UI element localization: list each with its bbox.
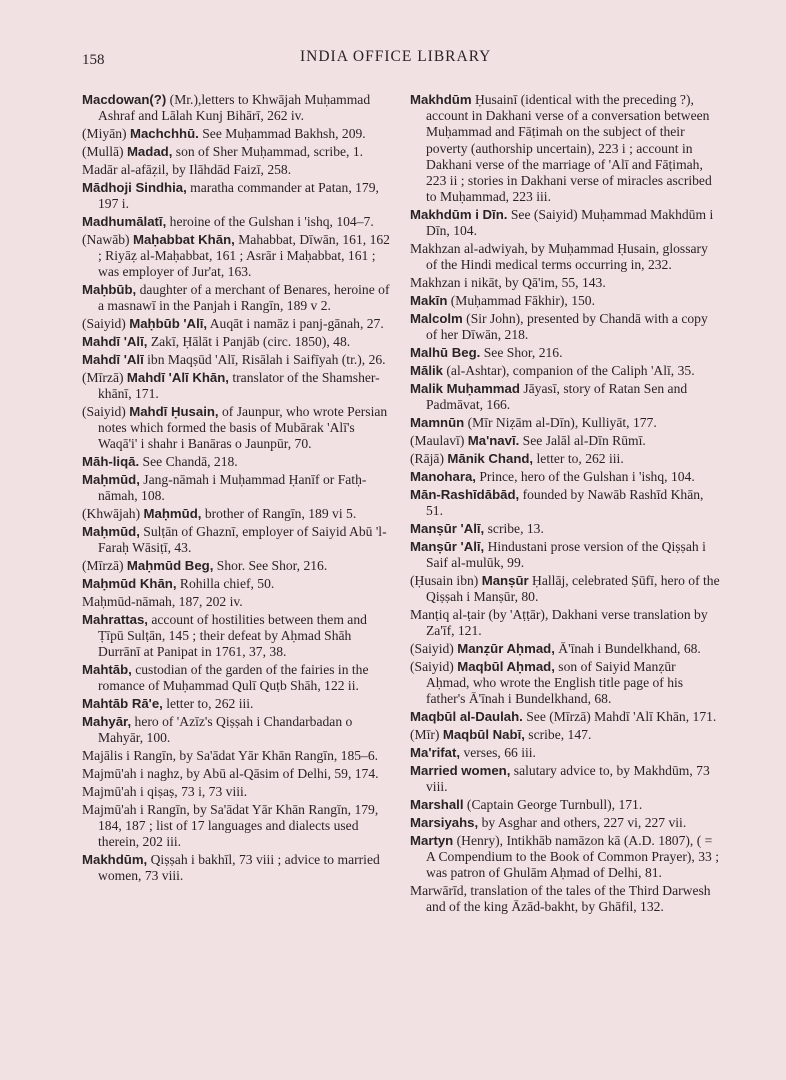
entry-text: Majmū'ah i Rangīn, by Sa'ādat Yār Khān Rangīn, 179, 184, 187 ; list of 17 languages and dialects used therein, 202 iii. <box>82 801 379 850</box>
entry-prefix: (Mīrzā) <box>82 369 127 385</box>
entry-headword: Macdowan(?) <box>82 92 167 107</box>
index-entry <box>410 607 720 639</box>
entry-prefix: (Maulavī) <box>410 432 468 448</box>
entry-headword: Maqbūl Nabī, <box>442 726 525 742</box>
entry-text: Jāyasī, story of Ratan Sen and Padmāvat, 166. <box>426 380 688 413</box>
entry-text: Auqāt i namāz i panj-gānah, 27. <box>207 316 384 332</box>
entry-prefix: (Ḥusain ibn) <box>410 572 482 588</box>
entry-text: founded by Nawāb Rashīd Khān, 51. <box>426 486 704 518</box>
entry-headword: Maḥmūd, <box>143 506 202 522</box>
index-entry <box>82 316 394 332</box>
entry-prefix: (Saiyid) <box>82 403 130 419</box>
entry-headword: Mādhoji Sindhia, <box>82 179 187 195</box>
entry-text: Manṭiq al-ṭair (by 'Aṭṭār), Dakhani verse translation by Za'īf, 121. <box>410 606 708 638</box>
entry-headword: Mahtāb Rā'e, <box>82 696 163 712</box>
right-column <box>410 92 720 917</box>
entry-text: salutary advice to, by Makhdūm, 73 viii. <box>426 762 710 794</box>
index-entry <box>82 524 394 556</box>
entry-text: Majmū'ah i qiṣaṣ, 73 i, 73 viii. <box>82 784 248 799</box>
entry-text: See Chandā, 218. <box>139 454 238 470</box>
index-entry <box>410 345 720 361</box>
entry-text: Sulṭān of Ghaznī, employer of Saiyid Abū 'l-Faraḥ Wāsiṭī, 43. <box>98 524 387 556</box>
index-entry <box>82 802 394 851</box>
index-entry <box>410 241 720 273</box>
index-entry <box>82 852 394 884</box>
index-entry <box>82 126 394 142</box>
entry-headword: Maqbūl Aḥmad, <box>457 658 555 674</box>
entry-text: translator of the Shamsher-khānī, 171. <box>98 369 380 402</box>
index-entry <box>82 334 394 350</box>
index-entry <box>82 766 394 782</box>
entry-text: custodian of the garden of the fairies in the romance of Muḥammad Qulī Quṭb Shāh, 122 ii. <box>98 662 369 694</box>
entry-text: heroine of the Gulshan i 'ishq, 104–7. <box>166 213 374 229</box>
entry-text: Majālis i Rangīn, by Sa'ādat Yār Khān Rangīn, 185–6. <box>82 748 379 764</box>
entry-prefix: (Rājā) <box>410 450 448 466</box>
entry-headword: Maḥbūb, <box>82 282 137 298</box>
index-entry <box>410 381 720 413</box>
entry-text: Hindustani prose version of the Qiṣṣah i Saif al-mulūk, 99. <box>426 538 706 570</box>
entry-headword: Ma'rifat, <box>410 744 461 760</box>
index-entry <box>82 370 394 402</box>
entry-text: maratha commander at Patan, 179, 197 i. <box>98 179 379 211</box>
index-entry <box>82 696 394 712</box>
entry-text: Shor. See Shor, 216. <box>213 558 328 574</box>
entry-headword: Maḥmūd Beg, <box>126 558 214 574</box>
entry-text: scribe, 147. <box>524 726 592 742</box>
index-entry <box>82 144 394 160</box>
entry-headword: Madhumālatī, <box>82 213 167 229</box>
entry-headword: Martyn <box>410 832 454 848</box>
entry-text: by Asghar and others, 227 vi, 227 vii. <box>478 814 687 830</box>
entry-text: See Shor, 216. <box>480 345 563 361</box>
entry-text: Rohilla chief, 50. <box>176 576 275 592</box>
entry-headword: Mahdī Ḥusain, <box>129 403 219 419</box>
index-entry <box>82 180 394 212</box>
index-entry <box>82 454 394 470</box>
entry-headword: Malcolm <box>410 311 463 327</box>
index-entry <box>82 662 394 694</box>
entry-text: Ā'īnah i Bundelkhand, 68. <box>554 640 701 656</box>
entry-text: See (Mīrzā) Mahdī 'Alī Khān, 171. <box>522 709 717 725</box>
entry-prefix: (Saiyid) <box>410 640 458 656</box>
entry-text: daughter of a merchant of Benares, heroine of a masnawī in the Panjah i Rangīn, 189 v 2. <box>98 282 390 314</box>
entry-text: letter to, 262 iii. <box>162 696 254 712</box>
entry-text: brother of Rangīn, 189 vi 5. <box>201 506 357 522</box>
entry-headword: Makīn <box>410 293 448 309</box>
entry-text: ibn Maqṣūd 'Alī, Risālah i Saifīyah (tr.), 26. <box>143 351 386 367</box>
entry-text: Jang-nāmah i Muḥammad Ḥanīf or Fatḥ-nāmah, 108. <box>98 472 367 504</box>
entry-text: Zakī, Ḥālāt i Panjāb (circ. 1850), 48. <box>147 334 351 350</box>
entry-headword: Mahtāb, <box>82 662 132 678</box>
entry-text: Makhzan i nikāt, by Qā'im, 55, 143. <box>410 275 606 291</box>
entry-text: Mahabbat, Dīwān, 161, 162 ; Riyāẓ al-Maḥabbat, 161 ; Asrār i Maḥabbat, 161 ; was employer of Jur'at, 163. <box>98 231 390 280</box>
index-entry <box>410 487 720 519</box>
index-entry <box>82 232 394 281</box>
entry-headword: Mahdī 'Alī Khān, <box>126 369 229 385</box>
index-entry <box>82 784 394 800</box>
entry-text: verses, 66 iii. <box>460 744 536 760</box>
index-entry <box>410 521 720 537</box>
entry-text: Marwārīd, translation of the tales of the Third Darwesh and of the king Āzād-bakht, by Ghāfil, 132. <box>410 882 711 915</box>
index-entry <box>410 745 720 761</box>
entry-headword: Maḥmūd, <box>82 472 140 488</box>
index-entry <box>82 352 394 368</box>
index-entry <box>82 472 394 504</box>
entry-headword: Mān-Rashīdābād, <box>410 486 520 502</box>
entry-text: scribe, 13. <box>484 520 544 536</box>
entry-text: Qiṣṣah i bakhīl, 73 viii ; advice to married women, 73 viii. <box>98 852 380 884</box>
index-entry <box>82 506 394 522</box>
entry-text: Madār al-afāẓil, by Ilāhdād Faizī, 258. <box>82 161 292 177</box>
index-entry <box>410 573 720 605</box>
index-entry <box>82 714 394 746</box>
index-entry <box>410 659 720 708</box>
entry-text: Ḥallāj, celebrated Ṣūfī, hero of the Qiṣṣah i Manṣūr, 80. <box>426 572 720 604</box>
entry-headword: Mānik Chand, <box>447 450 534 466</box>
left-column <box>82 92 394 886</box>
entry-headword: Mamnūn <box>410 415 465 431</box>
index-entry <box>410 433 720 449</box>
entry-text: (Mr.),letters to Khwājah Muḥammad Ashraf and Lālah Kunj Bihārī, 262 iv. <box>98 92 371 124</box>
entry-headword: Marsiyahs, <box>410 814 479 830</box>
index-entry <box>410 469 720 485</box>
entry-text: See Muḥammad Bakhsh, 209. <box>198 126 366 142</box>
entry-prefix: (Saiyid) <box>410 658 458 674</box>
entry-prefix: (Mīrzā) <box>82 558 127 574</box>
entry-text: Makhzan al-adwiyah, by Muḥammad Ḥusain, glossary of the Hindi medical terms occurring in, 232. <box>410 241 708 273</box>
index-entry <box>410 709 720 725</box>
entry-headword: Malik Muḥammad <box>410 380 520 396</box>
entry-text: (Sir John), presented by Chandā with a copy of her Dīwān, 218. <box>426 311 708 343</box>
entry-headword: Maḥmūd Khān, <box>82 576 177 592</box>
index-entry <box>410 539 720 571</box>
running-head: INDIA OFFICE LIBRARY <box>300 48 492 65</box>
entry-headword: Ma'navī. <box>467 432 520 448</box>
index-entry <box>82 748 394 764</box>
index-entry <box>82 282 394 314</box>
entry-prefix: (Nawāb) <box>82 231 133 247</box>
index-entry <box>82 162 394 178</box>
index-entry <box>410 293 720 309</box>
entry-text: Majmū'ah i naghz, by Abū al-Qāsim of Delhi, 59, 174. <box>82 766 379 782</box>
entry-headword: Maḥbūb 'Alī, <box>129 316 208 332</box>
entry-headword: Mālik <box>410 363 443 379</box>
entry-prefix: (Saiyid) <box>82 316 130 332</box>
entry-text: Ḥusainī (identical with the preceding ?), account in Dakhani verse of a conversation between Muḥammad and Fāṭimah on the subject of their poverty (authorship uncertain), 223 i ; account in Dakhani verse of the marriage of 'Alī and Fāṭimah, 223 ii ; stories in Dakhani verse of miracles ascribed to Muḥammad, 223 iii. <box>426 92 712 205</box>
entry-headword: Maḥmūd, <box>82 524 140 540</box>
index-entry <box>82 594 394 610</box>
entry-headword: Manohara, <box>410 468 476 484</box>
entry-headword: Mahdī 'Alī <box>82 351 144 367</box>
entry-headword: Malhū Beg. <box>410 345 481 361</box>
entry-headword: Marshall <box>410 796 464 812</box>
index-entry <box>82 404 394 453</box>
entry-text: son of Sher Muḥammad, scribe, 1. <box>172 143 364 159</box>
index-entry <box>410 833 720 882</box>
index-entry <box>410 92 720 205</box>
entry-text: (Muḥammad Fākhir), 150. <box>447 293 595 309</box>
entry-headword: Maḥabbat Khān, <box>132 231 235 247</box>
entry-text: hero of 'Azīz's Qiṣṣah i Chandarbadan o Mahyār, 100. <box>98 714 353 746</box>
index-entry <box>410 641 720 657</box>
entry-prefix: (Mullā) <box>82 143 127 159</box>
entry-text: son of Saiyid Manẓūr Aḥmad, who wrote the English title page of his father's Ā'īnah i Bundelkhand, 68. <box>426 658 684 707</box>
index-entry <box>410 311 720 343</box>
index-entry <box>410 363 720 379</box>
entry-headword: Mahrattas, <box>82 611 148 627</box>
index-entry <box>410 451 720 467</box>
entry-headword: Madad, <box>126 143 173 159</box>
entry-prefix: (Mīr) <box>410 726 443 742</box>
entry-headword: Manṣūr 'Alī, <box>410 538 485 554</box>
index-entry <box>410 727 720 743</box>
entry-headword: Makhdūm <box>410 92 472 107</box>
index-entry <box>82 92 394 124</box>
entry-text: account of hostilities between them and Ṭīpū Sulṭān, 145 ; their defeat by Aḥmad Shāh Durrānī at Panipat in 1761, 37, 38. <box>98 611 367 660</box>
entry-text: See Jalāl al-Dīn Rūmī. <box>519 432 646 448</box>
index-entry <box>82 576 394 592</box>
entry-headword: Makhdūm, <box>82 852 148 868</box>
entry-text: (Henry), Intikhāb namāzon kā (A.D. 1807), ( = A Compendium to the Book of Common Prayer), 33 ; was patron of Ghulām Aḥmad of Delhi, 81. <box>426 832 720 881</box>
entry-text: letter to, 262 iii. <box>533 450 624 466</box>
entry-prefix: (Khwājah) <box>82 506 144 522</box>
index-entry <box>82 558 394 574</box>
entry-headword: Mahyār, <box>82 714 132 730</box>
index-entry <box>410 815 720 831</box>
index-entry <box>410 763 720 795</box>
entry-text: (Mīr Niẓām al-Dīn), Kulliyāt, 177. <box>464 415 657 431</box>
index-entry <box>410 415 720 431</box>
entry-prefix: (Miyān) <box>82 126 130 142</box>
entry-headword: Maqbūl al-Daulah. <box>410 709 523 725</box>
entry-text: See (Saiyid) Muḥammad Makhdūm i Dīn, 104. <box>426 207 714 239</box>
entry-headword: Manṣūr 'Alī, <box>410 520 485 536</box>
entry-headword: Married women, <box>410 762 511 778</box>
entry-text: of Jaunpur, who wrote Persian notes which formed the basis of Mubārak 'Alī's Waqā'i' i shahr i Banāras o Jaunpūr, 70. <box>98 403 388 452</box>
entry-headword: Māh-liqā. <box>82 454 140 470</box>
index-entry <box>82 612 394 661</box>
index-entry <box>82 214 394 230</box>
page-number: 158 <box>82 52 105 68</box>
index-entry <box>410 797 720 813</box>
entry-headword: Manẓūr Aḥmad, <box>457 640 555 656</box>
entry-text: Prince, hero of the Gulshan i 'ishq, 104. <box>475 468 695 484</box>
index-entry <box>410 207 720 239</box>
index-entry <box>410 883 720 915</box>
entry-headword: Machchhū. <box>129 126 199 142</box>
entry-text: Maḥmūd-nāmah, 187, 202 iv. <box>82 593 243 609</box>
entry-headword: Mahdī 'Alī, <box>82 334 148 350</box>
entry-headword: Manṣūr <box>481 572 529 588</box>
index-entry <box>410 275 720 291</box>
entry-text: (al-Ashtar), companion of the Caliph 'Alī, 35. <box>442 363 695 379</box>
entry-headword: Makhdūm i Dīn. <box>410 207 508 223</box>
entry-text: (Captain George Turnbull), 171. <box>463 796 643 812</box>
